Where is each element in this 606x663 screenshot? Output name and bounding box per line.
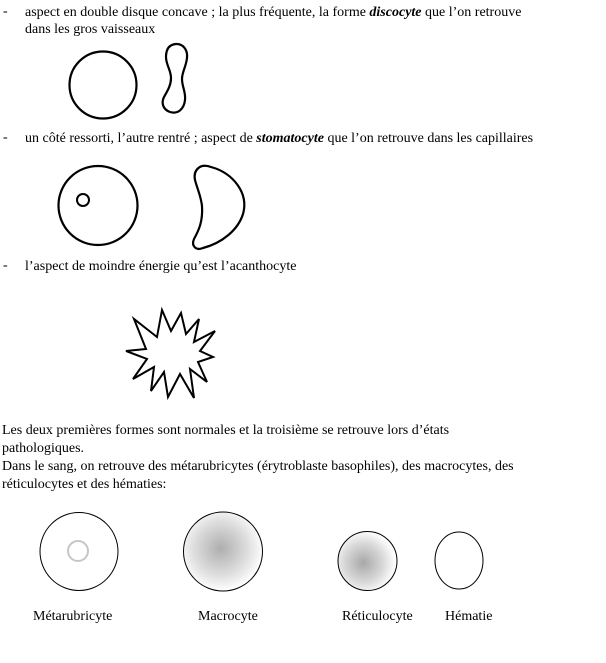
bullet-discocyte-text (25, 4, 604, 38)
bullet-dash: - (3, 130, 8, 145)
stomatocyte-side-drawing (193, 166, 244, 249)
paragraph-line: Les deux premières formes sont normales et la troisième se retrouve lors d’états (2, 423, 450, 438)
discocyte-side-drawing (163, 44, 187, 113)
cell-label-reticulocyte: Réticulocyte (342, 609, 413, 624)
paragraph-line: réticulocytes et des hématies: (2, 477, 167, 492)
bullet-dash: - (3, 4, 8, 19)
metarubricyte-cell-drawing (40, 513, 118, 591)
macrocyte-cell-drawing (184, 512, 263, 591)
stomatocyte-term: stomatocyte (256, 131, 324, 146)
discocyte-face-drawing (70, 52, 137, 119)
cell-label-hematie: Hématie (445, 609, 493, 624)
bullet-stomatocyte (0, 130, 604, 147)
bullet-discocyte-line1: aspect en double disque concave ; la plus fréquente, la forme discocyte que l’on retrouve (25, 5, 522, 20)
hematie-cell-drawing (435, 532, 483, 589)
paragraph-line: pathologiques. (2, 441, 85, 456)
paragraph-line: Dans le sang, on retrouve des métarubricytes (érytroblaste basophiles), des macrocytes, des (2, 459, 514, 474)
bullet-acanthocyte (0, 258, 604, 275)
cell-label-metarubricyte: Métarubricyte (33, 609, 113, 624)
bullet-discocyte-line2: dans les gros vaisseaux (25, 22, 156, 37)
reticulocyte-cell-drawing (338, 532, 397, 591)
bullet-discocyte (0, 4, 604, 38)
bullet-stomatocyte-text: un côté ressorti, l’autre rentré ; aspect de stomatocyte que l’on retrouve dans les capillaires (25, 131, 534, 146)
acanthocyte-star-drawing (126, 310, 215, 398)
summary-paragraph (2, 422, 514, 494)
discocyte-term: discocyte (369, 5, 422, 20)
bullet-dash: - (3, 258, 8, 273)
stomatocyte-face-drawing (59, 166, 138, 245)
cell-label-macrocyte: Macrocyte (198, 609, 258, 624)
bullet-acanthocyte-text: l’aspect de moindre énergie qu’est l’acanthocyte (25, 259, 297, 274)
